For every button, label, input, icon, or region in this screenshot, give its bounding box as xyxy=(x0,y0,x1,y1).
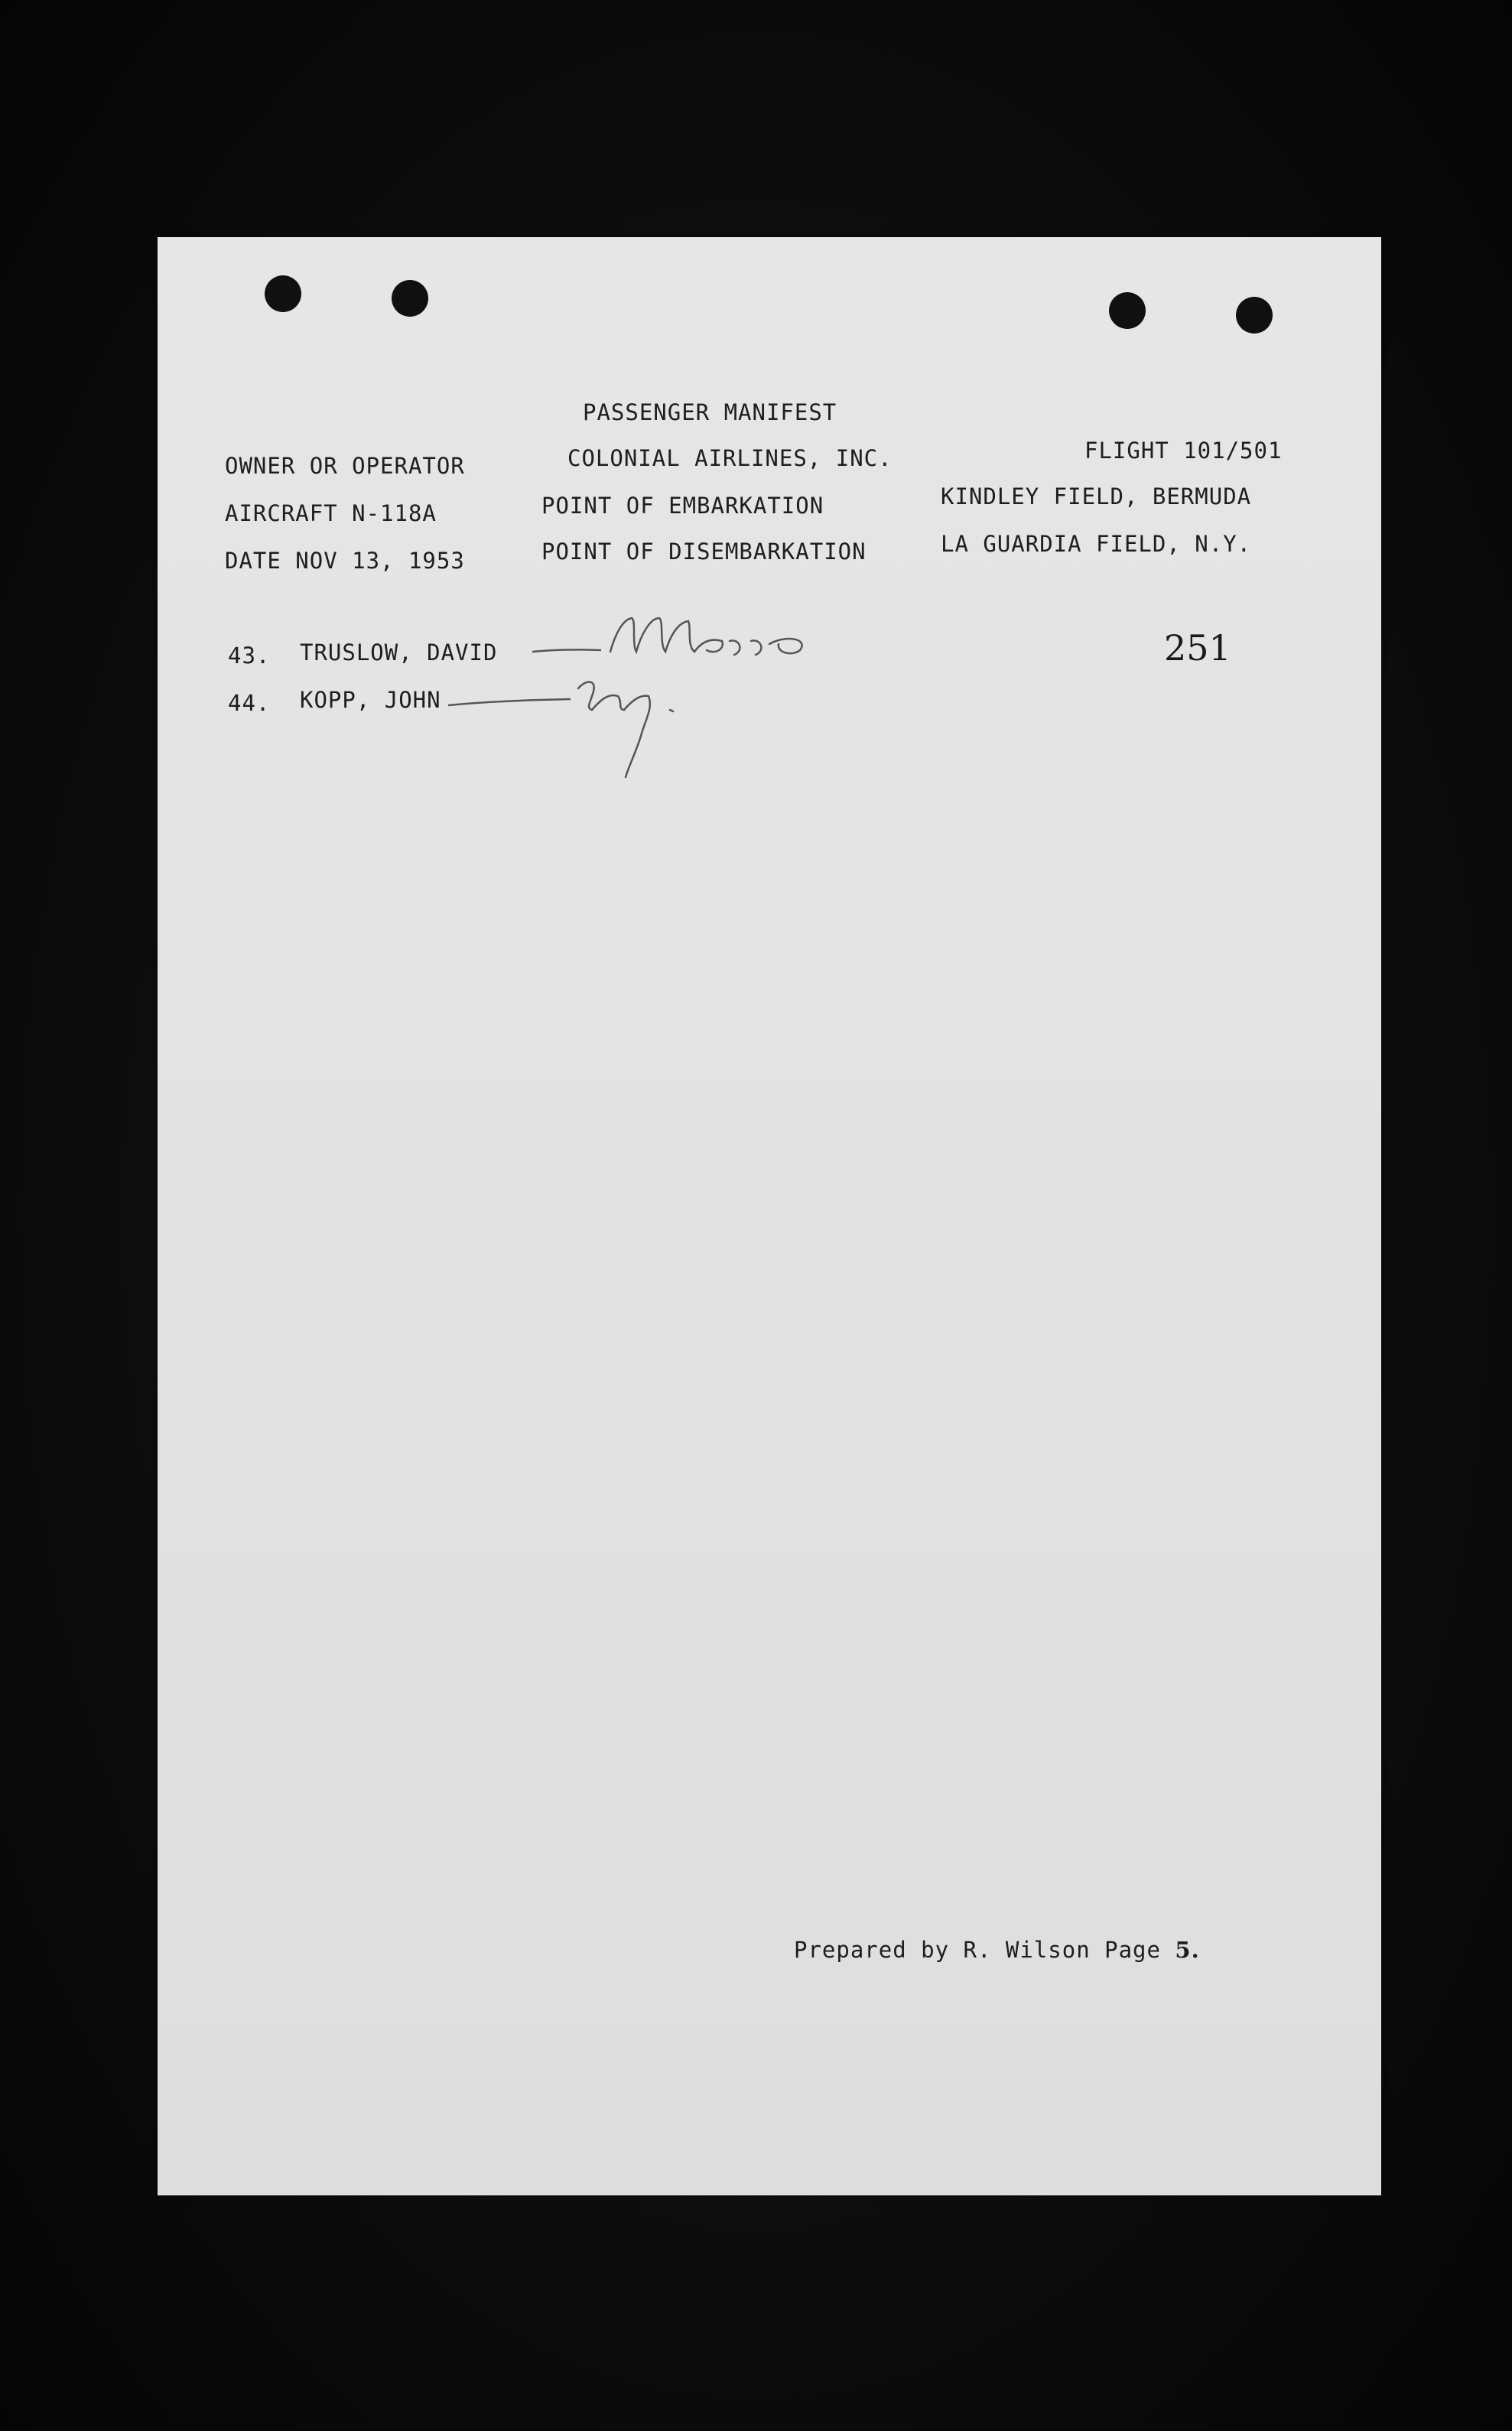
manifest-title: PASSENGER MANIFEST xyxy=(583,399,837,425)
punch-hole-right-1 xyxy=(1109,292,1146,329)
passenger-44-number: 44. xyxy=(228,690,271,716)
passenger-43-name: TRUSLOW, DAVID xyxy=(300,639,498,666)
embarkation-value: KINDLEY FIELD, BERMUDA xyxy=(941,483,1252,509)
disembarkation-value: LA GUARDIA FIELD, N.Y. xyxy=(941,531,1252,557)
embarkation-label: POINT OF EMBARKATION xyxy=(541,493,824,519)
prepared-by-text: Prepared by R. Wilson Page xyxy=(794,1937,1161,1963)
disembarkation-label: POINT OF DISEMBARKATION xyxy=(541,539,867,565)
manifest-page xyxy=(158,237,1381,2195)
owner-label: OWNER OR OPERATOR xyxy=(225,453,465,479)
passenger-44-name: KOPP, JOHN xyxy=(300,687,441,713)
flight-number: FLIGHT 101/501 xyxy=(1084,438,1283,464)
manifest-date: DATE NOV 13, 1953 xyxy=(225,548,465,574)
handwritten-ny-annotation xyxy=(441,666,899,788)
prepared-by-line xyxy=(794,1937,1200,1963)
aircraft-number: AIRCRAFT N-118A xyxy=(225,500,437,526)
stamped-number: 251 xyxy=(1164,627,1231,669)
punch-hole-left-1 xyxy=(265,275,301,312)
owner-value: COLONIAL AIRLINES, INC. xyxy=(567,445,893,471)
handwritten-mass-annotation xyxy=(525,604,984,673)
punch-hole-left-2 xyxy=(392,280,428,317)
passenger-43-number: 43. xyxy=(228,643,271,669)
page-number: 5. xyxy=(1175,1937,1200,1963)
punch-hole-right-2 xyxy=(1236,297,1273,334)
